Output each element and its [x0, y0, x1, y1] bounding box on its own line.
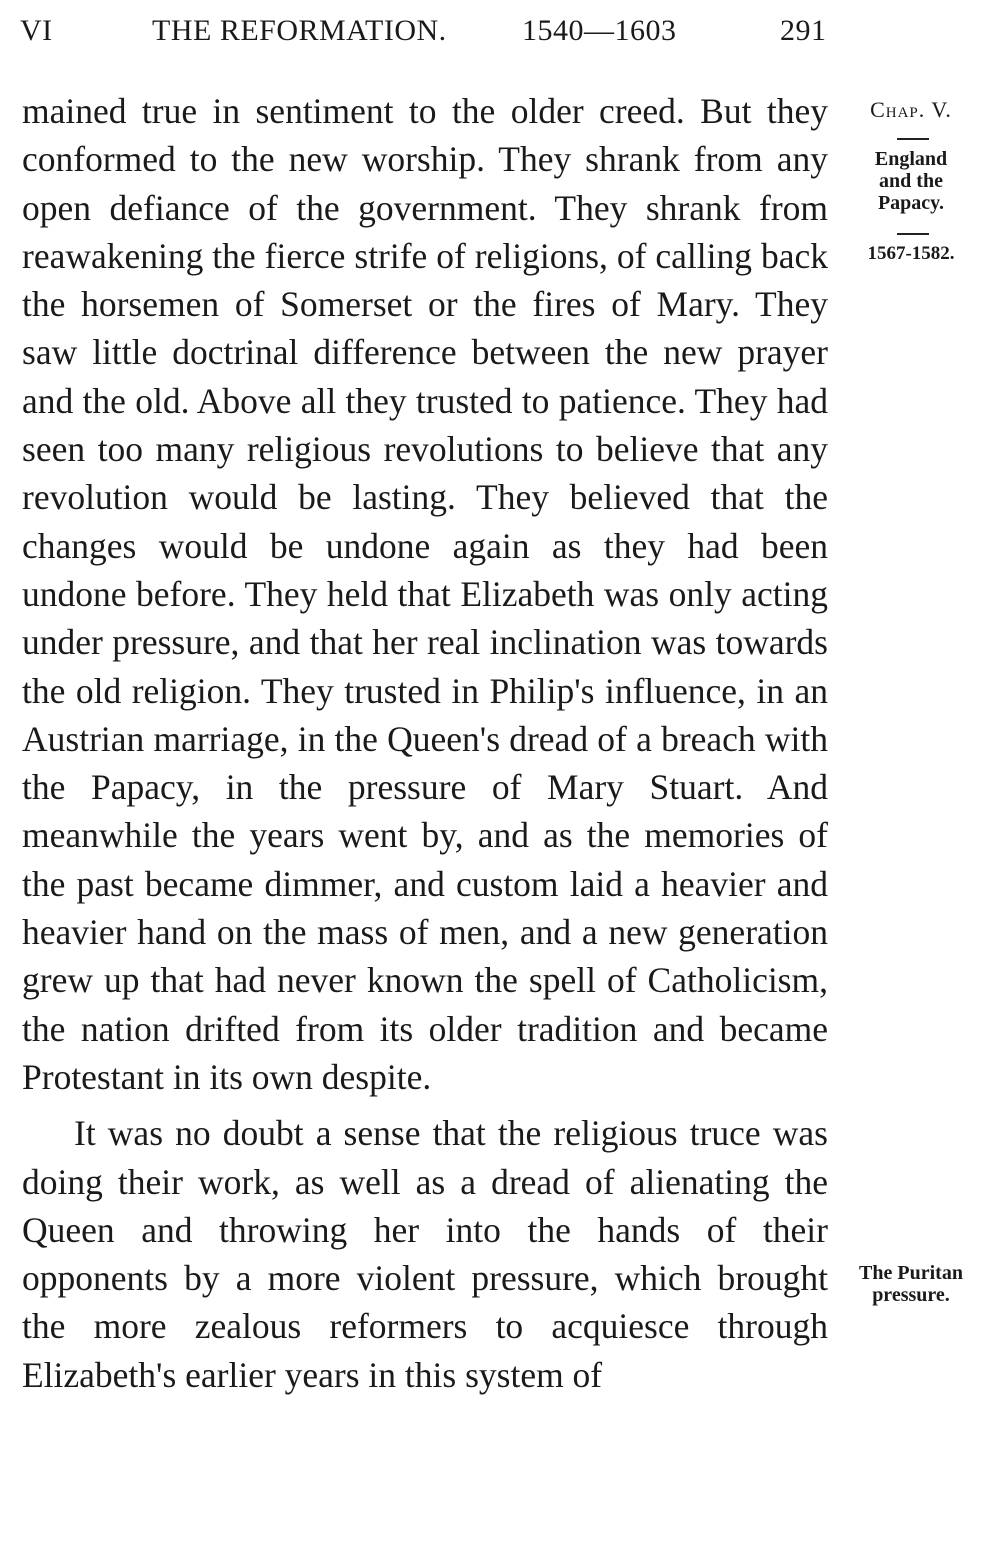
- paragraph-2: It was no doubt a sense that the religious truce was doing their work, as well as a dread of alienating the Queen and throwing her into the hands of their opponents by a more violent pressure, which brought the more zealous reformers to acquiesce through Elizabeth's earlier years in this system of: [22, 1113, 828, 1395]
- note-divider: [897, 138, 929, 140]
- topic-line-2: and the: [879, 170, 943, 192]
- topic-line-3: Papacy.: [877, 192, 945, 214]
- running-header: [20, 14, 830, 58]
- years-note: 1567-1582.: [867, 243, 955, 264]
- running-years: 1540—1603: [522, 14, 677, 47]
- puritan-note: [836, 1262, 986, 1306]
- puritan-line-1: The Puritan: [859, 1262, 963, 1284]
- note-divider: [897, 233, 929, 235]
- chapter-note: [832, 99, 990, 121]
- main-text: [22, 87, 828, 1399]
- topic-note: [832, 148, 990, 214]
- puritan-line-2: pressure.: [872, 1284, 950, 1306]
- page-number: 291: [780, 14, 827, 47]
- topic-line-1: England: [874, 148, 948, 170]
- section-numeral: VI: [20, 14, 53, 47]
- chapter-label: Chap. V.: [870, 97, 952, 122]
- running-title: THE REFORMATION.: [152, 14, 447, 47]
- paragraph-1: mained true in sentiment to the older creed. But they conformed to the new worship. They shrank from any open defiance of the government. They shrank from reawakening the fierce strife of religions, of calling back the horsemen of Somerset or the fires of Mary. They saw little doctrinal difference between the new prayer and the old. Above all they trusted to patience. They had seen too many religious revolutions to believe that any revolution would be lasting. They believed that the changes would be undone again as they had been undone before. They held that Elizabeth was only acting under pressure, and that her real inclination was towards the old religion. They trusted in Philip's influence, in an Austrian marriage, in the Queen's dread of a breach with the Papacy, in the pressure of Mary Stuart. And meanwhile the years went by, and as the memories of the past became dimmer, and custom laid a heavier and heavier hand on the mass of men, and a new generation grew up that had never known the spell of Catholicism, the nation drifted from its older tradition and became Protestant in its own despite.: [22, 91, 828, 1097]
